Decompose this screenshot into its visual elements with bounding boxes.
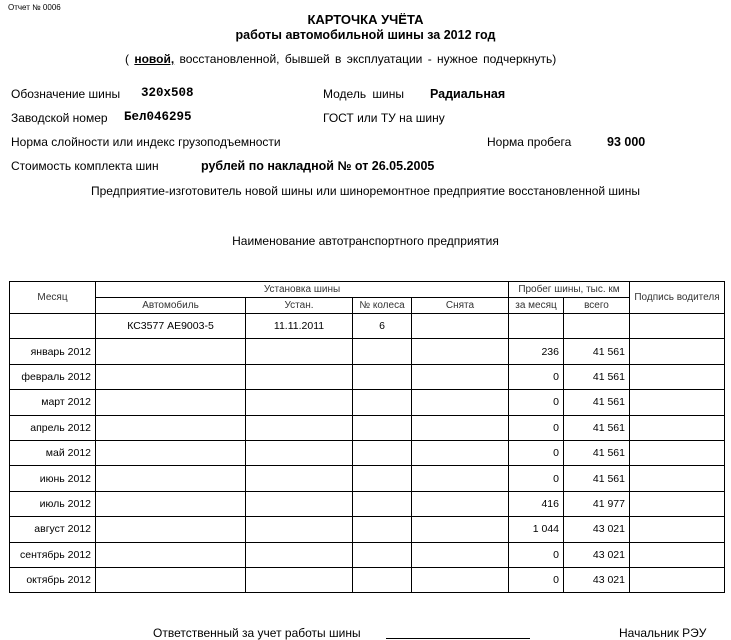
install-total-cell [564,314,630,339]
install-row [10,314,725,339]
removed-cell [412,390,509,415]
removed-cell [412,567,509,592]
signature-cell [630,390,725,415]
header-installation: Установка шины [96,282,509,298]
total-cell: 43 021 [564,517,630,542]
header-vehicle: Автомобиль [96,298,246,314]
install-date-cell: 11.11.2011 [246,314,353,339]
table-row [10,440,725,465]
signature-cell [630,542,725,567]
per-month-cell: 0 [509,415,564,440]
card-title: КАРТОЧКА УЧЁТА [307,12,424,27]
total-cell: 41 561 [564,466,630,491]
table-row [10,415,725,440]
install-wheel-cell: 6 [353,314,412,339]
total-cell: 43 021 [564,567,630,592]
serial-value: Бел046295 [124,110,192,124]
month-cell: январь 2012 [10,339,96,364]
vehicle-cell [96,517,246,542]
removed-cell [412,517,509,542]
header-mileage: Пробег шины, тыс. км [509,282,630,298]
vehicle-cell [96,415,246,440]
month-cell: май 2012 [10,440,96,465]
header-signature: Подпись водителя [630,282,725,314]
installed-cell [246,339,353,364]
card-subtitle: работы автомобильной шины за 2012 год [235,28,496,42]
removed-cell [412,364,509,389]
gost-label: ГОСТ или ТУ на шину [323,111,445,125]
total-cell: 41 561 [564,390,630,415]
installed-cell [246,567,353,592]
tire-condition-line [125,52,556,66]
removed-cell [412,542,509,567]
per-month-cell: 0 [509,567,564,592]
per-month-cell: 1 044 [509,517,564,542]
vehicle-cell [96,440,246,465]
header-installed: Устан. [246,298,353,314]
vehicle-cell [96,364,246,389]
enterprise-label: Наименование автотранспортного предприятия [232,234,499,248]
removed-cell [412,415,509,440]
wheel-cell [353,466,412,491]
tire-record-table [9,281,725,593]
vehicle-cell [96,542,246,567]
vehicle-cell [96,339,246,364]
month-cell: октябрь 2012 [10,567,96,592]
table-row [10,364,725,389]
wheel-cell [353,517,412,542]
per-month-cell: 0 [509,466,564,491]
month-cell: сентябрь 2012 [10,542,96,567]
wheel-cell [353,390,412,415]
signature-cell [630,339,725,364]
installed-cell [246,466,353,491]
removed-cell [412,440,509,465]
wheel-cell [353,440,412,465]
cost-label: Стоимость комплекта шин [11,159,159,173]
table-row [10,466,725,491]
month-cell: апрель 2012 [10,415,96,440]
total-cell: 41 561 [564,339,630,364]
vehicle-cell [96,567,246,592]
signature-cell [630,567,725,592]
total-cell: 41 561 [564,440,630,465]
header-removed: Снята [412,298,509,314]
vehicle-cell [96,491,246,516]
month-cell: июль 2012 [10,491,96,516]
total-cell: 41 977 [564,491,630,516]
vehicle-cell [96,466,246,491]
month-cell: август 2012 [10,517,96,542]
wheel-cell [353,491,412,516]
installed-cell [246,415,353,440]
serial-label: Заводской номер [11,111,108,125]
total-cell: 43 021 [564,542,630,567]
month-cell: февраль 2012 [10,364,96,389]
model-value: Радиальная [430,87,506,101]
per-month-cell: 0 [509,364,564,389]
signature-cell [630,440,725,465]
install-vehicle-cell: КС3577 АЕ9003-5 [96,314,246,339]
chief-label: Начальник РЭУ [619,626,707,640]
header-per-month: за месяц [509,298,564,314]
month-cell: июнь 2012 [10,466,96,491]
install-signature-cell [630,314,725,339]
table-row [10,339,725,364]
condition-open: ( [125,52,135,66]
report-number: Отчет № 0006 [8,3,61,12]
total-cell: 41 561 [564,364,630,389]
header-month: Месяц [10,282,96,314]
per-month-cell: 0 [509,440,564,465]
installed-cell [246,491,353,516]
tire-designation-label: Обозначение шины [11,87,121,101]
mileage-norm-label: Норма пробега [487,135,572,149]
signature-cell [630,466,725,491]
responsible-label: Ответственный за учет работы шины [153,626,361,640]
wheel-cell [353,542,412,567]
per-month-cell: 236 [509,339,564,364]
table-row [10,542,725,567]
install-removed-cell [412,314,509,339]
removed-cell [412,339,509,364]
signature-line [386,638,530,639]
model-label: Модель шины [323,87,404,101]
installed-cell [246,517,353,542]
ply-label: Норма слойности или индекс грузоподъемности [11,135,281,149]
mileage-norm-value: 93 000 [607,135,646,149]
table-row [10,567,725,592]
removed-cell [412,491,509,516]
header-wheel-no: № колеса [353,298,412,314]
per-month-cell: 0 [509,542,564,567]
total-cell: 41 561 [564,415,630,440]
installed-cell [246,542,353,567]
header-total: всего [564,298,630,314]
cost-value: рублей по накладной № от 26.05.2005 [201,159,435,173]
vehicle-cell [96,390,246,415]
tire-designation-value: 320x508 [141,86,194,100]
installed-cell [246,364,353,389]
signature-cell [630,415,725,440]
signature-cell [630,364,725,389]
wheel-cell [353,567,412,592]
wheel-cell [353,364,412,389]
per-month-cell: 416 [509,491,564,516]
installed-cell [246,440,353,465]
wheel-cell [353,339,412,364]
install-per-month-cell [509,314,564,339]
signature-cell [630,491,725,516]
removed-cell [412,466,509,491]
condition-new-underlined: новой, [134,52,175,66]
month-cell: март 2012 [10,390,96,415]
wheel-cell [353,415,412,440]
per-month-cell: 0 [509,390,564,415]
condition-rest: восстановленной, бывшей в эксплуатации - нужное подчеркнуть) [174,52,557,66]
install-month-cell [10,314,96,339]
signature-cell [630,517,725,542]
table-row [10,517,725,542]
manufacturer-label: Предприятие-изготовитель новой шины или шиноремонтное предприятие восстановленной шины [91,184,640,198]
table-row [10,491,725,516]
table-row [10,390,725,415]
installed-cell [246,390,353,415]
